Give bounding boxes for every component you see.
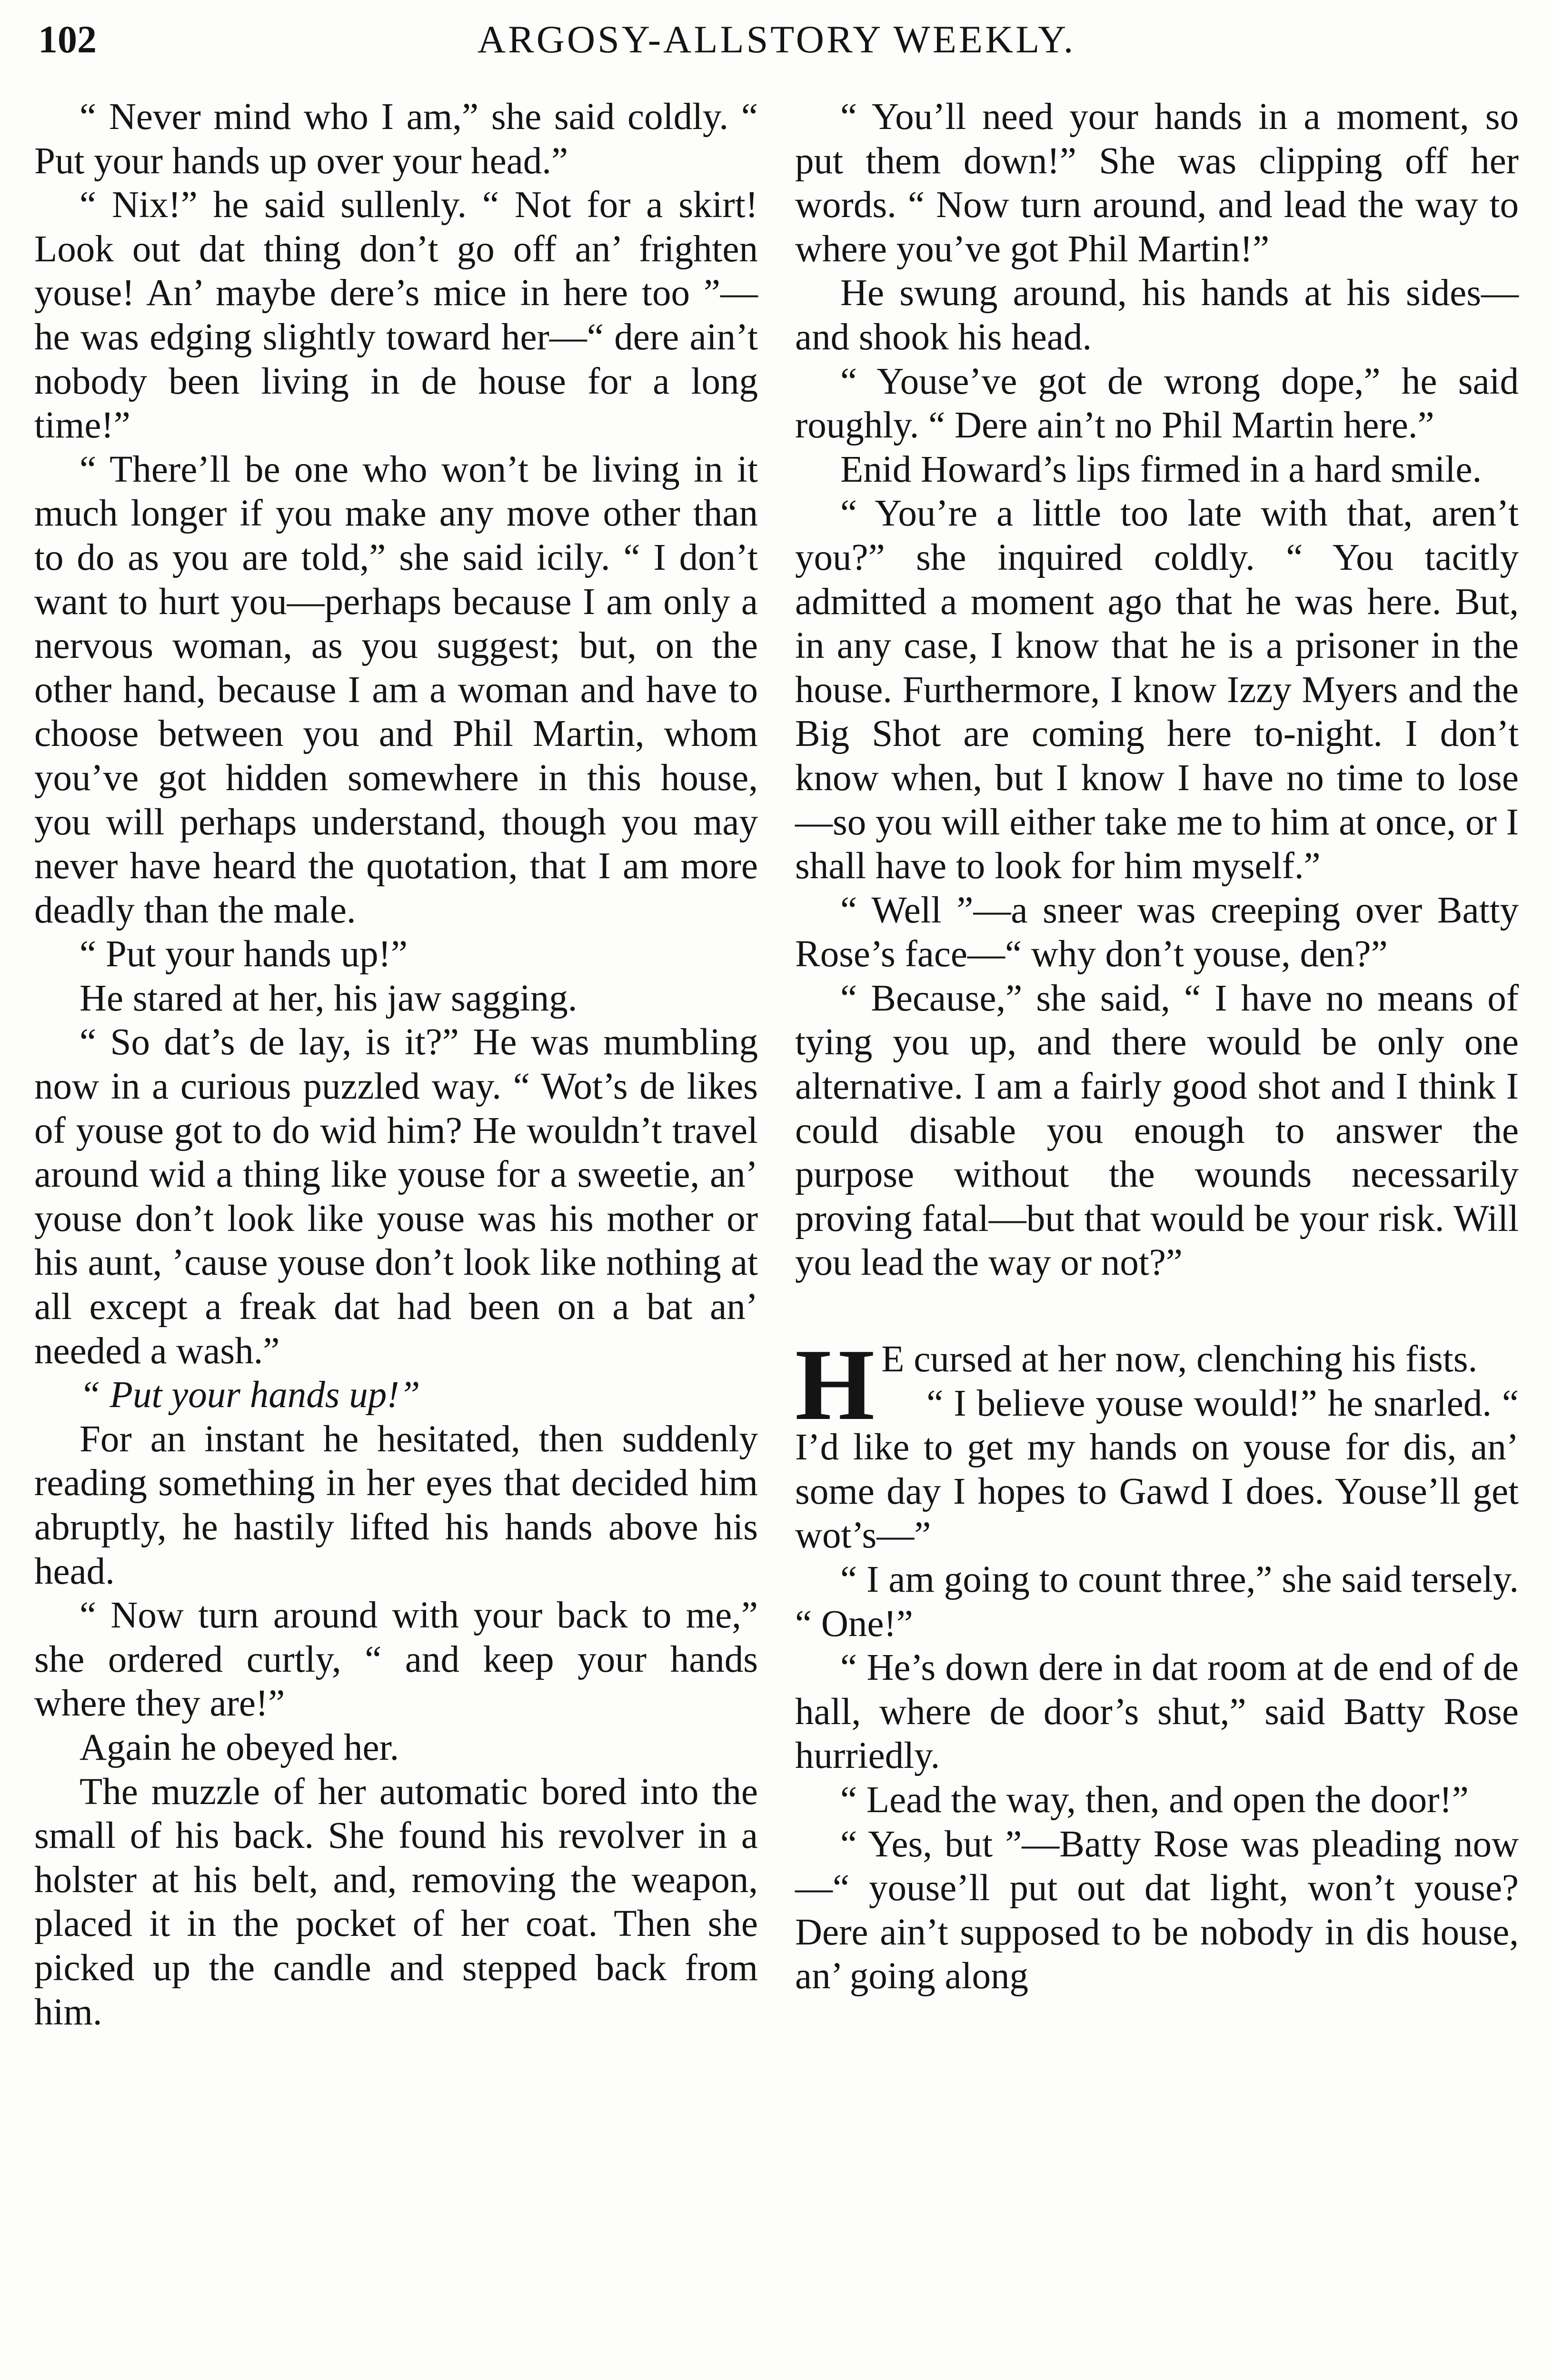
- paragraph: “ Because,” she said, “ I have no means of tying you up, and there would be only one alternative. I am a fairly good shot and I think I could disable you enough to answer the purpose without the wounds necessarily proving fatal—but that would be your risk. Will you lead the way or not?”: [795, 977, 1519, 1284]
- left-column: [34, 95, 758, 2034]
- paragraph: “ Lead the way, then, and open the door!”: [840, 1779, 1469, 1821]
- paragraph: Again he obeyed her.: [80, 1726, 399, 1768]
- section-break: [795, 1285, 1519, 1338]
- right-column: [795, 95, 1519, 1999]
- page-header: [29, 9, 1524, 70]
- paragraph: “ You’ll need your hands in a moment, so put them down!” She was clipping off her words. “ Now turn around, and lead the way to where you’ve got Phil Martin!”: [795, 96, 1519, 270]
- paragraph: He swung around, his hands at his sides—and shook his head.: [795, 272, 1519, 358]
- paragraph: He stared at her, his jaw sagging.: [80, 977, 577, 1019]
- paragraph: “ Yes, but ”—Batty Rose was pleading now—“ youse’ll put out dat light, won’t youse? Dere ain’t supposed to be nobody in dis house, an’ going along: [795, 1823, 1519, 1997]
- drop-cap-letter: H: [795, 1328, 875, 1442]
- paragraph: “ Now turn around with your back to me,” she ordered curtly, “ and keep your hands where they are!”: [34, 1595, 758, 1725]
- paragraph: Enid Howard’s lips firmed in a hard smile.: [840, 448, 1482, 490]
- paragraph: “ Put your hands up!”: [80, 933, 408, 975]
- running-title: ARGOSY-ALLSTORY WEEKLY.: [477, 18, 1076, 61]
- dropcap-paragraph-text: E cursed at her now, clenching his fists.: [881, 1339, 1478, 1380]
- page-number: 102: [38, 18, 97, 61]
- paragraph: “ Well ”—a sneer was creeping over Batty Rose’s face—“ why don’t youse, den?”: [795, 889, 1519, 975]
- dropcap-paragraph: [795, 1328, 1519, 1442]
- paragraph: For an instant he hesitated, then suddenly reading something in her eyes that decided him abruptly, he hastily lifted his hands above his head.: [34, 1418, 758, 1592]
- paragraph: “ Never mind who I am,” she said coldly. “ Put your hands up over your head.”: [34, 96, 758, 182]
- paragraph: “ You’re a little too late with that, aren’t you?” she inquired coldly. “ You tacitly admitted a moment ago that he was here. But, in any case, I know that he is a prisoner in the house. Furthermore, I know Izzy Myers and the Big Shot are coming here to-night. I don’t know when, but I know I have no time to lose—so you will either take me to him at once, or I shall have to look for him myself.”: [795, 493, 1519, 887]
- paragraph: “ So dat’s de lay, is it?” He was mumbling now in a curious puzzled way. “ Wot’s de likes of youse got to do wid him? He wouldn’t travel around wid a thing like youse for a sweetie, an’ youse don’t look like youse was his mother or his aunt, ’cause youse don’t look like nothing at all except a freak dat had been on a bat an’ needed a wash.”: [34, 1021, 758, 1372]
- paragraph: “ Youse’ve got de wrong dope,” he said roughly. “ Dere ain’t no Phil Martin here.”: [795, 360, 1519, 446]
- paragraph: “ I believe youse would!” he snarled. “ I’d like to get my hands on youse for dis, an’ some day I hopes to Gawd I does. Youse’ll get wot’s—”: [795, 1382, 1519, 1557]
- paragraph: “ Nix!” he said sullenly. “ Not for a skirt! Look out dat thing don’t go off an’ frighten youse! An’ maybe dere’s mice in here too ”—he was edging slightly toward her—“ dere ain’t nobody been living in de house for a long time!”: [34, 184, 758, 446]
- paragraph: “ He’s down dere in dat room at de end of de hall, where de door’s shut,” said Batty Rose hurriedly.: [795, 1647, 1519, 1777]
- paragraph: “ There’ll be one who won’t be living in it much longer if you make any move other than to do as you are told,” she said icily. “ I don’t want to hurt you—perhaps because I am only a nervous woman, as you suggest; but, on the other hand, because I am a woman and have to choose between you and Phil Martin, whom you’ve got hidden somewhere in this house, you will perhaps understand, though you may never have heard the quotation, that I am more deadly than the male.: [34, 448, 758, 931]
- paragraph: The muzzle of her automatic bored into the small of his back. She found his revolver in a holster at his belt, and, removing the weapon, placed it in the pocket of her coat. Then she picked up the candle and stepped back from him.: [34, 1771, 758, 2033]
- paragraph: “ I am going to count three,” she said tersely. “ One!”: [795, 1559, 1519, 1645]
- paragraph: “ Put your hands up!”: [80, 1374, 420, 1416]
